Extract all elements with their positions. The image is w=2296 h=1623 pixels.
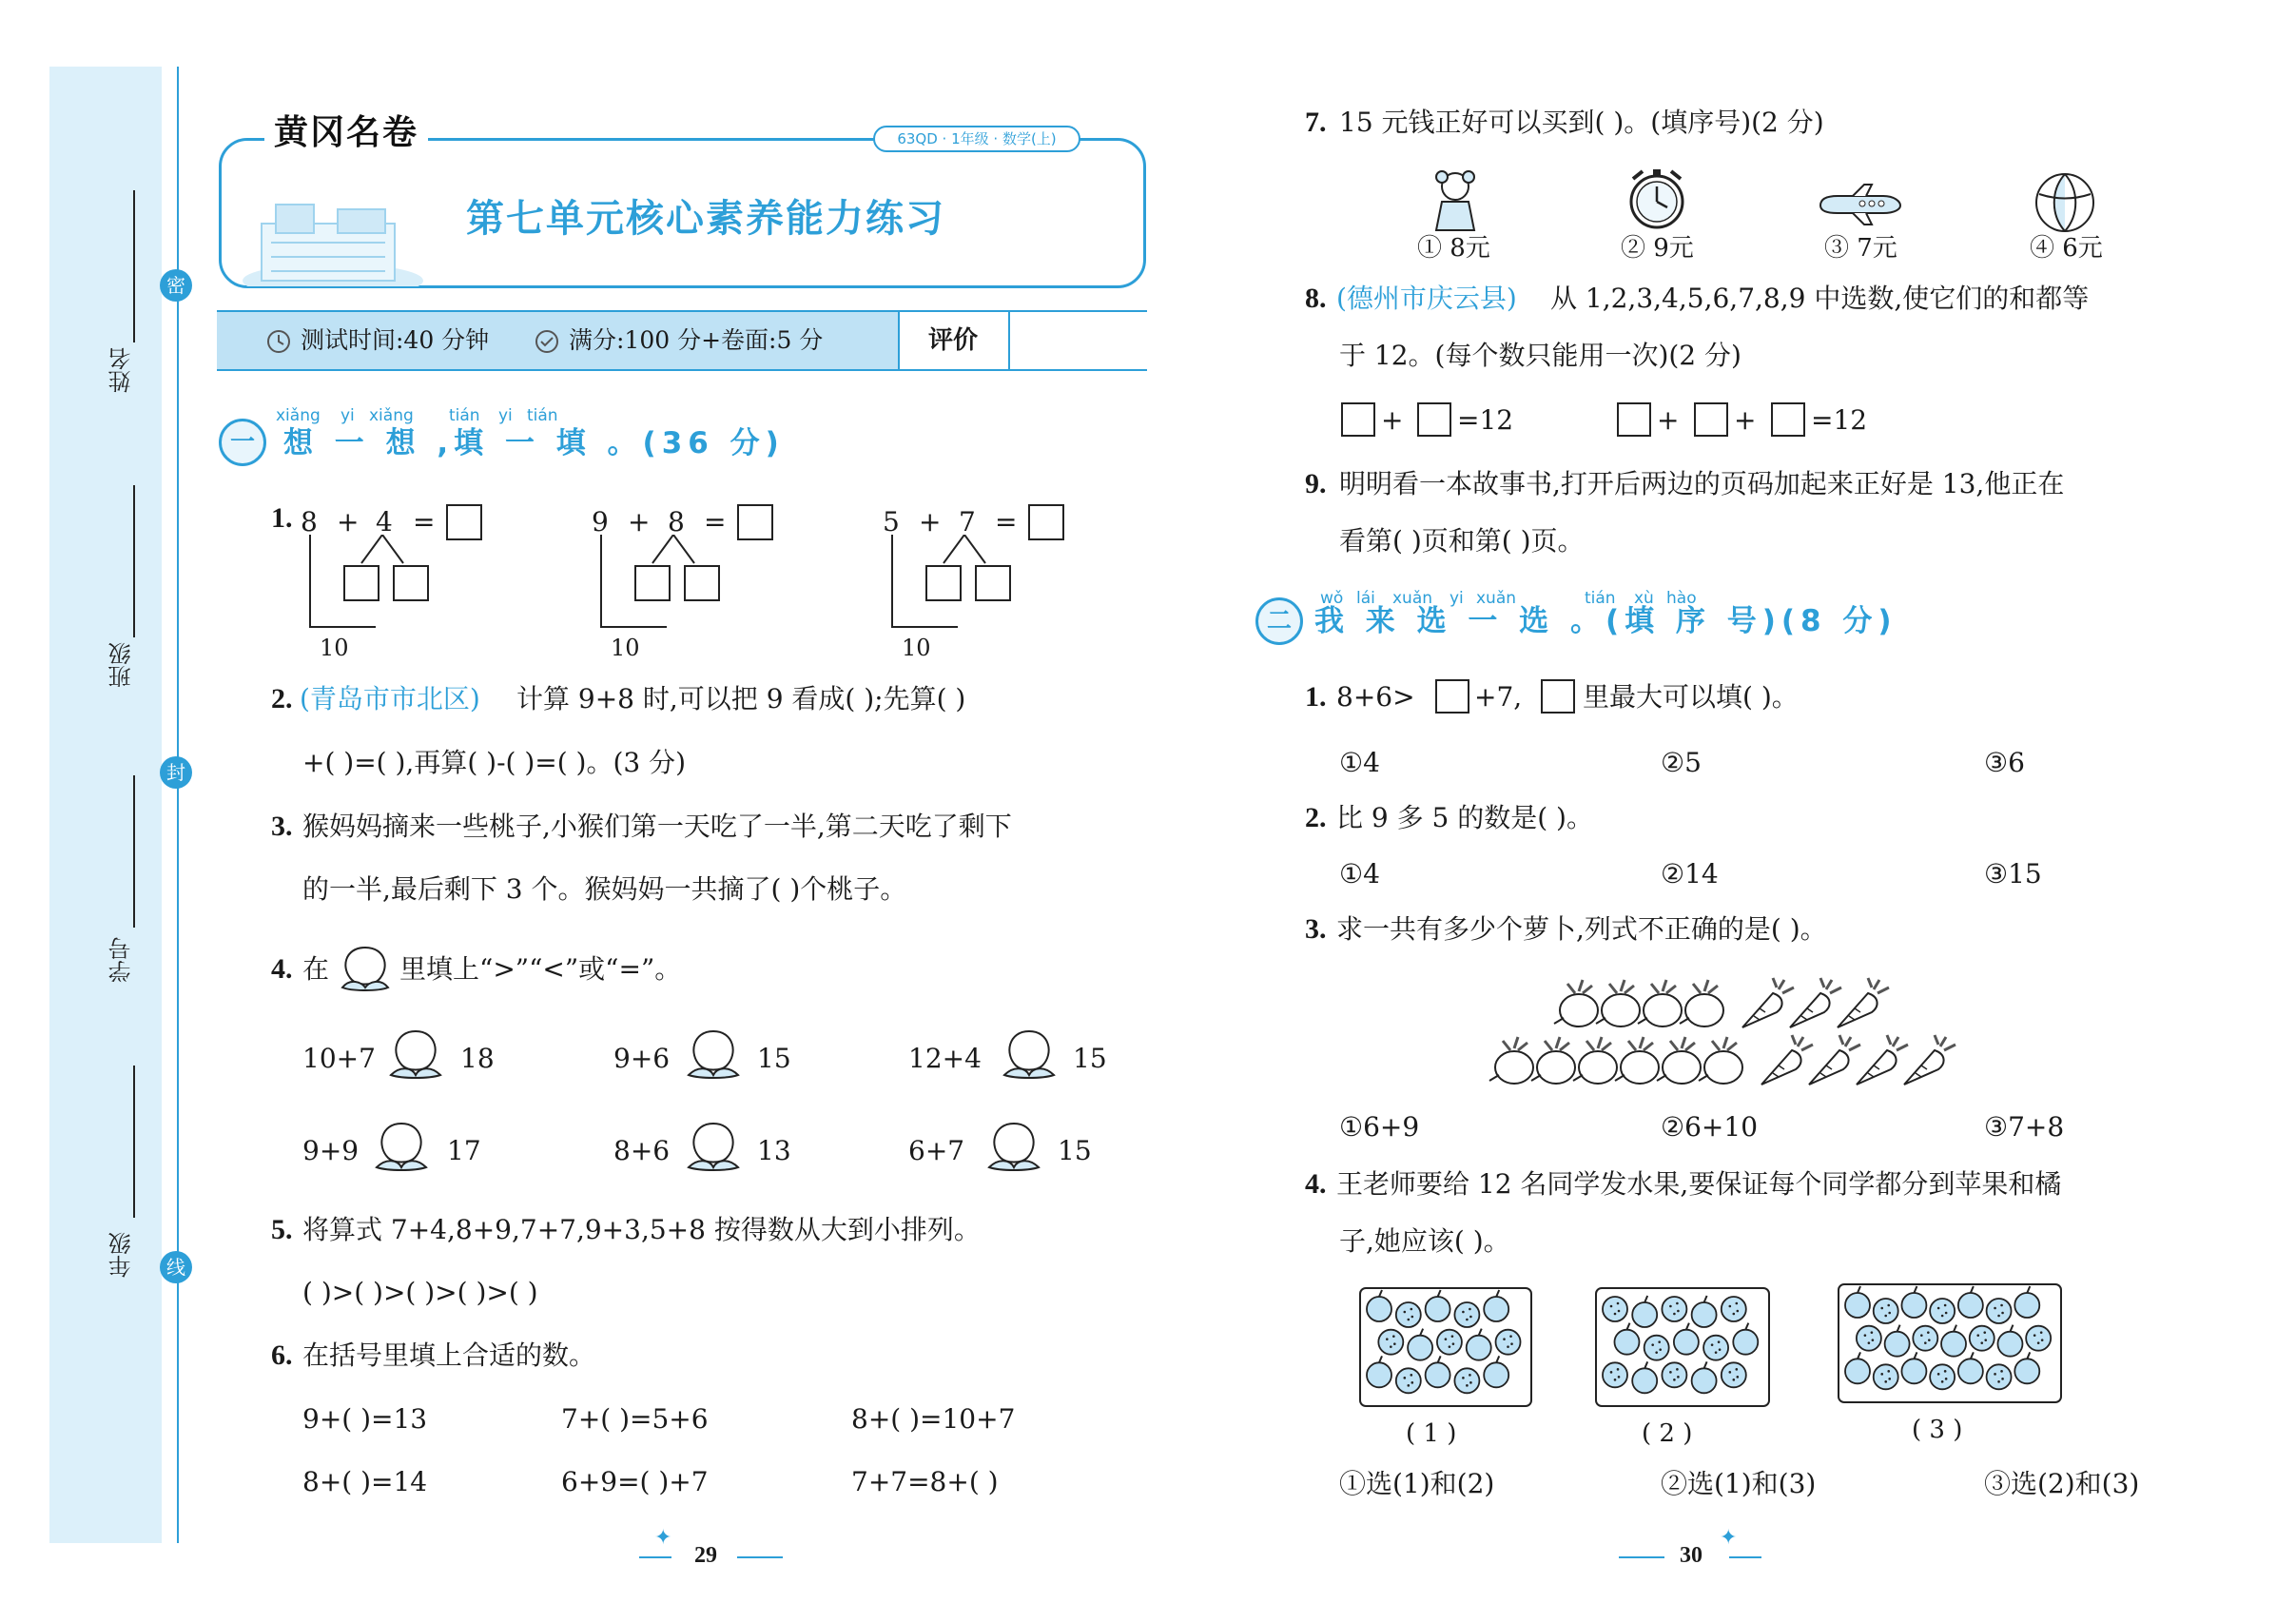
q1-b-2: 8 [668, 506, 685, 538]
s2q4-option-3[interactable]: ③选(2)和(3) [1984, 1468, 2140, 1499]
s2q3-number: 3. [1305, 913, 1327, 945]
s2q4-number: 4. [1305, 1168, 1327, 1200]
q2-source: (青岛市市北区) [300, 683, 480, 714]
white-radish-icon [1638, 980, 1682, 1027]
section2-pinyin-3: xuǎn [1392, 589, 1433, 608]
q8-eq2-result: =12 [1811, 404, 1868, 436]
q7-label-1: ① 8元 [1417, 234, 1490, 263]
q8-line1: 从 1,2,3,4,5,6,7,8,9 中选数,使它们的和都等 [1550, 283, 2090, 314]
q3-line1: 猴妈妈摘来一些桃子,小猴们第一天吃了一半,第二天吃了剩下 [302, 811, 1012, 842]
orange-icon [1603, 1297, 1627, 1321]
orange-icon [1603, 1362, 1627, 1387]
section2-title: 我 来 选 一 选 。(填 序 号)(8 分) [1314, 604, 1897, 638]
q1-eq-2: = [704, 506, 727, 538]
white-radish-icon [1615, 1037, 1659, 1084]
q1-ten-3: 10 [902, 635, 931, 661]
q8-eq2-plus-1: + [1657, 404, 1680, 436]
section1-pinyin-1: xiǎng [276, 406, 321, 425]
q4-peach-box-4[interactable] [371, 1118, 432, 1171]
carrot-icon [1809, 1035, 1860, 1085]
grade-label: 年级 [108, 1232, 135, 1278]
carrot-icon [1857, 1035, 1908, 1085]
q6-number: 6. [271, 1339, 293, 1371]
s2q1-option-2[interactable]: ②5 [1661, 747, 1702, 778]
q1-split-box-2b[interactable] [684, 565, 720, 601]
q5-number: 5. [271, 1214, 293, 1245]
page-number-left-line-b [737, 1556, 783, 1558]
q4-number: 4. [271, 953, 293, 985]
section2-pinyin-4: yi [1450, 589, 1464, 608]
s2q2-text: 比 9 多 5 的数是( )。 [1336, 802, 1593, 833]
q4-peach-box-2[interactable] [683, 1026, 744, 1079]
q1-eq-1: = [413, 506, 436, 538]
white-radish-icon [1680, 980, 1723, 1027]
q1-ten-2: 10 [611, 635, 640, 661]
s2q2-option-1[interactable]: ①4 [1339, 858, 1380, 890]
q7-label-3: ③ 7元 [1824, 234, 1897, 263]
q8-eq1-box-2[interactable] [1417, 402, 1451, 437]
orange-icon [1662, 1297, 1686, 1321]
class-line [133, 485, 135, 637]
s2q2-option-3[interactable]: ③15 [1984, 858, 2042, 890]
q8-eq2-box-1[interactable] [1617, 402, 1651, 437]
q1-number: 1. [271, 502, 293, 534]
fruit-box-label-3: ( 3 ) [1912, 1416, 1963, 1444]
q1-answer-box-2[interactable] [737, 504, 773, 540]
q4-right-3: 15 [1073, 1043, 1107, 1074]
s2q1-option-3[interactable]: ③6 [1984, 747, 2025, 778]
orange-icon [1496, 1330, 1521, 1355]
s2q1-box-2[interactable] [1541, 679, 1575, 714]
q2-line2: +( )=( ),再算( )-( )=( )。(3 分) [302, 747, 687, 778]
series-tag [873, 126, 1080, 152]
q4-right-4: 17 [447, 1135, 481, 1166]
orange-icon [1644, 1336, 1669, 1360]
fruit-box-1 [1358, 1286, 1533, 1408]
q4-peach-box-3[interactable] [999, 1026, 1060, 1079]
building-illustration [243, 186, 423, 286]
s2q3-text: 求一共有多少个萝卜,列式不正确的是( )。 [1336, 913, 1827, 945]
q4-left-3: 12+4 [908, 1043, 982, 1074]
check-circle-icon [535, 329, 559, 354]
section1-pinyin-6: tián [527, 406, 558, 425]
q1-a-2: 9 [592, 506, 609, 538]
q4-left-5: 8+6 [613, 1135, 671, 1166]
orange-icon [1857, 1326, 1881, 1351]
q7-text: 15 元钱正好可以买到( )。(填序号)(2 分) [1339, 107, 1824, 138]
orange-icon [1970, 1326, 1994, 1351]
q6-item-4[interactable]: 8+( )=14 [302, 1466, 428, 1497]
peach-icon [335, 940, 396, 993]
radish-illustration [1484, 968, 2035, 1092]
q6-item-1[interactable]: 9+( )=13 [302, 1403, 428, 1435]
q4-left-1: 10+7 [302, 1043, 376, 1074]
eval-label: 评价 [928, 326, 979, 355]
doll-icon [1429, 169, 1482, 234]
margin-strip [49, 67, 162, 1543]
section2-pinyin-2: lái [1356, 589, 1375, 608]
q9-line2: 看第( )页和第( )页。 [1339, 525, 1585, 557]
q4-peach-box-5[interactable] [683, 1118, 744, 1171]
name-line [133, 190, 135, 342]
section1-pinyin-5: yi [498, 406, 513, 425]
fruit-box-2 [1594, 1286, 1771, 1408]
white-radish-icon [1657, 1037, 1701, 1084]
q8-eq1-plus: + [1381, 404, 1404, 436]
q8-eq2-box-2[interactable] [1694, 402, 1728, 437]
student-id-label: 学号 [108, 937, 135, 983]
s2q1-post: 里最大可以填( )。 [1583, 681, 1799, 713]
section1-pinyin-2: yi [341, 406, 355, 425]
q8-source: (德州市庆云县) [1336, 283, 1517, 314]
section2-pinyin-8: hào [1666, 589, 1697, 608]
alarm-clock-icon [1624, 164, 1690, 236]
q1-eq-3: = [995, 506, 1018, 538]
carrot-icon [1838, 978, 1889, 1027]
s2q2-option-2[interactable]: ②14 [1661, 858, 1719, 890]
s2q4-line1: 王老师要给 12 名同学发水果,要保证每个同学都分到苹果和橘 [1336, 1168, 2062, 1200]
q8-eq2-box-3[interactable] [1771, 402, 1805, 437]
q4-right-2: 15 [757, 1043, 791, 1074]
section1-number: 一 [219, 419, 266, 466]
q7-label-4: ④ 6元 [2030, 234, 2103, 263]
s2q1-mid: +7, [1474, 681, 1523, 713]
q6-item-6[interactable]: 7+7=8+( ) [851, 1466, 999, 1497]
orange-icon [1396, 1368, 1421, 1393]
q1-split-box-1a[interactable] [343, 565, 379, 601]
q3-number: 3. [271, 811, 293, 842]
clock-icon [266, 329, 291, 354]
seal-feng: 封 [160, 756, 192, 789]
q1-ten-1: 10 [320, 635, 349, 661]
section1-pinyin-3: xiǎng [369, 406, 414, 425]
q7-label-2: ② 9元 [1621, 234, 1694, 263]
s2q4-line2: 子,她应该( )。 [1339, 1225, 1510, 1257]
s2q1-option-1[interactable]: ①4 [1339, 747, 1380, 778]
s2q1-number: 1. [1305, 681, 1327, 713]
q1-split-box-1b[interactable] [393, 565, 429, 601]
q1-split-box-2a[interactable] [634, 565, 671, 601]
page-number-left-line-a [639, 1556, 671, 1558]
q8-number: 8. [1305, 283, 1327, 314]
q1-op-3: + [919, 506, 942, 538]
q3-line2: 的一半,最后剩下 3 个。猴妈妈一共摘了( )个桃子。 [302, 873, 907, 905]
s2q1-box-1[interactable] [1435, 679, 1469, 714]
orange-icon [1662, 1362, 1686, 1387]
q1-op-1: + [337, 506, 360, 538]
q4-post: 里填上“>”“<”或“=”。 [399, 953, 682, 985]
airplane-icon [1815, 183, 1902, 228]
q6-item-5[interactable]: 6+9=( )+7 [561, 1466, 709, 1497]
q1-op-2: + [628, 506, 651, 538]
orange-icon [2026, 1326, 2051, 1351]
q8-eq1-box-1[interactable] [1341, 402, 1375, 437]
white-radish-icon [1489, 1037, 1533, 1084]
grade-line [133, 1066, 135, 1218]
q4-right-6: 15 [1058, 1135, 1092, 1166]
seal-mi: 密 [160, 269, 192, 302]
q1-split-box-3a[interactable] [925, 565, 962, 601]
orange-icon [1930, 1364, 1955, 1389]
orange-icon [1722, 1297, 1746, 1321]
orange-icon [1378, 1330, 1403, 1355]
q9-number: 9. [1305, 468, 1327, 499]
s2q4-option-1[interactable]: ①选(1)和(2) [1339, 1468, 1495, 1499]
seal-xian: 线 [160, 1251, 192, 1283]
q4-left-4: 9+9 [302, 1135, 360, 1166]
fruit-box-label-2: ( 2 ) [1642, 1419, 1693, 1448]
orange-icon [1874, 1364, 1898, 1389]
section2-pinyin-1: wǒ [1320, 589, 1344, 608]
fruit-box-label-1: ( 1 ) [1406, 1419, 1457, 1448]
q1-a-3: 5 [883, 506, 900, 538]
q5-text: 将算式 7+4,8+9,7+7,9+3,5+8 按得数从大到小排列。 [302, 1214, 981, 1245]
s2q2-number: 2. [1305, 802, 1327, 833]
orange-icon [1987, 1299, 2012, 1323]
q5-blank-row[interactable]: ( )>( )>( )>( )>( ) [302, 1277, 538, 1308]
page-number-left: 29 [694, 1543, 717, 1568]
white-radish-icon [1596, 980, 1640, 1027]
white-radish-icon [1573, 1037, 1617, 1084]
section1-title: 想 一 想 ,填 一 填 。(36 分) [283, 426, 785, 460]
q1-answer-box-3[interactable] [1028, 504, 1064, 540]
section2-pinyin-7: xù [1634, 589, 1654, 608]
orange-icon [1454, 1302, 1479, 1327]
orange-icon [1703, 1336, 1728, 1360]
q4-peach-box-6[interactable] [983, 1118, 1044, 1171]
q4-right-5: 13 [757, 1135, 791, 1166]
carrot-icon [1790, 978, 1841, 1027]
q1-a-1: 8 [301, 506, 318, 538]
brand-logo: 黄冈名卷 [264, 112, 428, 154]
page-number-right-star: ✦ [1720, 1526, 1738, 1550]
page-number-right-line-a [1619, 1556, 1664, 1558]
page-number-right: 30 [1680, 1543, 1703, 1568]
s2q4-option-2[interactable]: ②选(1)和(3) [1661, 1468, 1817, 1499]
page-title: 第七单元核心素养能力练习 [466, 197, 945, 241]
orange-icon [1913, 1326, 1937, 1351]
section2-number: 二 [1255, 597, 1303, 645]
series-tag-text: 63QD · 1年级 · 数学(上) [897, 130, 1057, 147]
carrot-icon [1761, 1035, 1813, 1085]
white-radish-icon [1531, 1037, 1575, 1084]
orange-icon [1396, 1302, 1421, 1327]
q4-pre: 在 [302, 953, 330, 985]
ball-icon [2033, 171, 2096, 234]
q2-line1: 计算 9+8 时,可以把 9 看成( );先算( ) [516, 683, 966, 714]
q8-line2: 于 12。(每个数只能用一次)(2 分) [1339, 340, 1741, 371]
orange-icon [1454, 1368, 1479, 1393]
s2q3-option-1[interactable]: ①6+9 [1339, 1111, 1420, 1143]
page-number-left-star: ✦ [654, 1526, 672, 1550]
q4-right-1: 18 [460, 1043, 495, 1074]
s2q3-option-2[interactable]: ②6+10 [1661, 1111, 1759, 1143]
q1-b-1: 4 [376, 506, 393, 538]
class-label: 班级 [108, 642, 135, 688]
white-radish-icon [1699, 1037, 1742, 1084]
q1-b-3: 7 [959, 506, 976, 538]
full-score: 满分:100 分+卷面:5 分 [569, 326, 824, 354]
name-label: 姓名 [108, 347, 135, 393]
section1-pinyin-4: tián [449, 406, 480, 425]
q2-number: 2. [271, 683, 293, 714]
eval-blank[interactable] [1010, 310, 1147, 371]
q8-eq2-plus-2: + [1734, 404, 1757, 436]
test-time: 测试时间:40 分钟 [301, 326, 490, 354]
carrot-icon [1742, 978, 1794, 1027]
student-id-line [133, 775, 135, 928]
white-radish-icon [1554, 980, 1598, 1027]
section2-pinyin-5: xuǎn [1476, 589, 1517, 608]
page-number-right-line-b [1729, 1556, 1761, 1558]
orange-icon [1930, 1299, 1955, 1323]
section2-pinyin-6: tián [1585, 589, 1616, 608]
s2q1-pre: 8+6> [1336, 681, 1415, 713]
q8-eq1-result: =12 [1457, 404, 1514, 436]
carrot-icon [1904, 1035, 1955, 1085]
orange-icon [1437, 1330, 1462, 1355]
q6-item-2[interactable]: 7+( )=5+6 [561, 1403, 709, 1435]
q1-answer-box-1[interactable] [446, 504, 482, 540]
q6-text: 在括号里填上合适的数。 [302, 1339, 596, 1371]
q6-item-3[interactable]: 8+( )=10+7 [851, 1403, 1016, 1435]
orange-icon [1874, 1299, 1898, 1323]
s2q3-option-3[interactable]: ③7+8 [1984, 1111, 2065, 1143]
fruit-box-3 [1837, 1282, 2063, 1404]
q4-peach-box-1[interactable] [385, 1026, 446, 1079]
orange-icon [1987, 1364, 2012, 1389]
q4-left-2: 9+6 [613, 1043, 671, 1074]
q4-left-6: 6+7 [908, 1135, 965, 1166]
q1-split-box-3b[interactable] [975, 565, 1011, 601]
q9-line1: 明明看一本故事书,打开后两边的页码加起来正好是 13,他正在 [1339, 468, 2065, 499]
q7-number: 7. [1305, 107, 1327, 138]
orange-icon [1722, 1362, 1746, 1387]
